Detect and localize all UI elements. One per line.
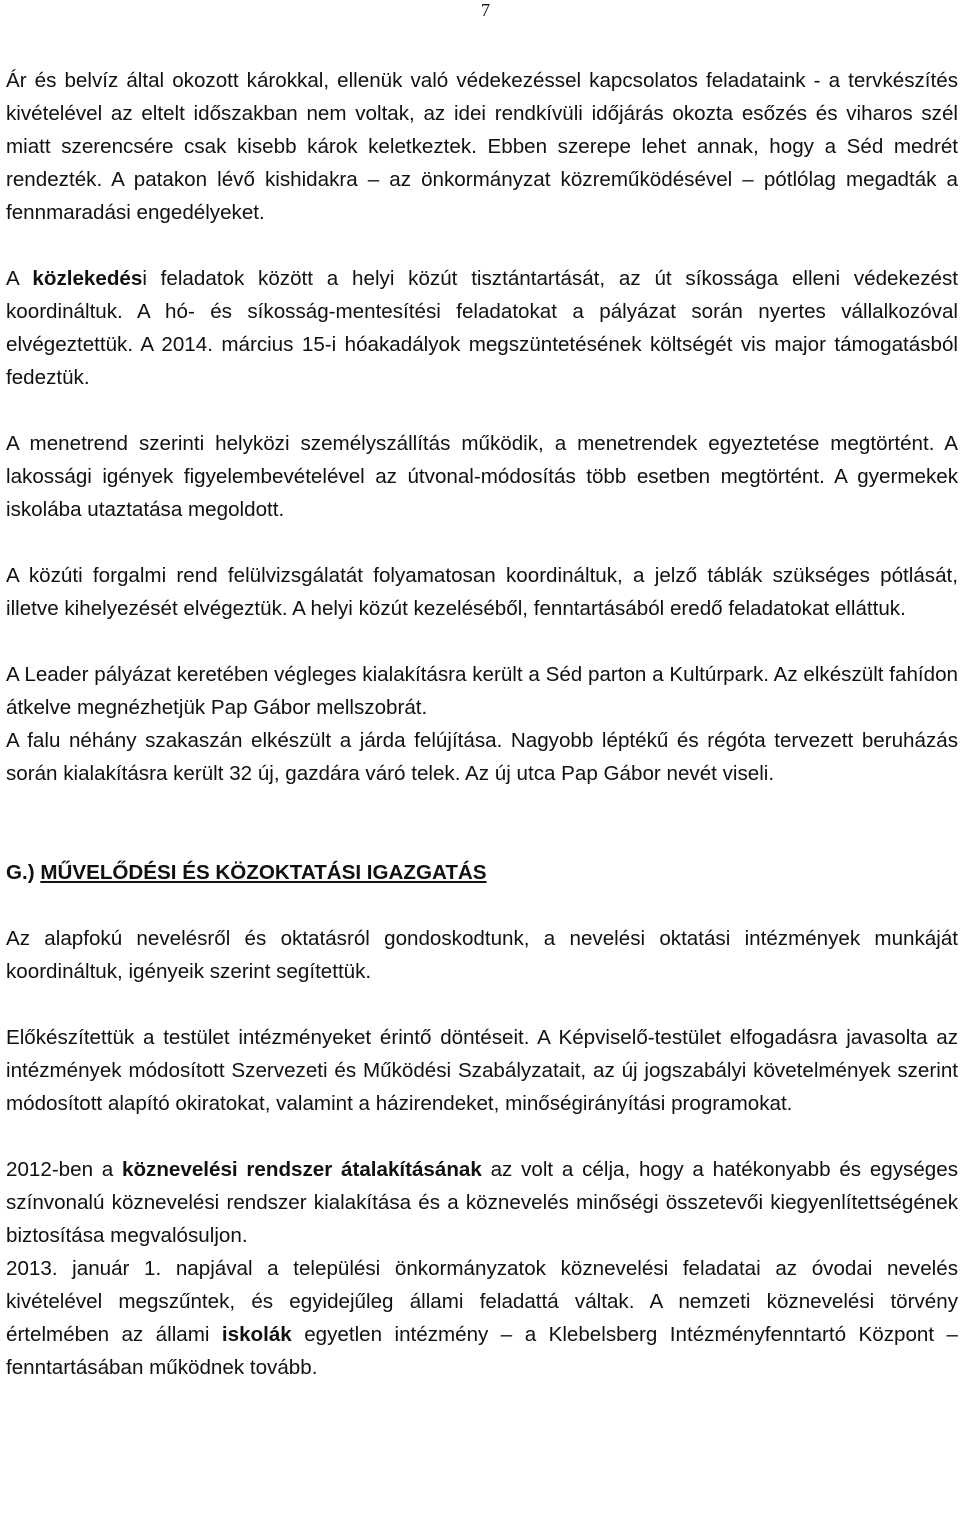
paragraph-traffic-order: A közúti forgalmi rend felülvizsgálatát folyamatosan koordináltuk, a jelző táblák szükséges pótlását, illetve kihelyezését elvégeztük. A helyi közút kezeléséből, fenntartásából eredő feladatokat elláttuk. — [6, 564, 958, 620]
paragraph-leader-project: A Leader pályázat keretében végleges kialakításra került a Séd parton a Kultúrpark. Az elkészült fahídon átkelve megnézhetjük Pap Gábor mellszobrát. — [6, 663, 958, 719]
paragraph-text: 2013. január 1. napjával a települési önkormányzatok köznevelési feladatai az óvodai nevelés kivételével megszűntek, és egyidejűleg állami feladattá váltak. A nemzeti köznevelési törvény értelmében az állami — [6, 1257, 958, 1346]
paragraph-flood-protection: Ár és belvíz által okozott károkkal, ellenük való védekezéssel kapcsolatos feladataink - a tervkészítés kivételével az eltelt időszakban nem voltak, az idei rendkívüli időjárás okozta esőzés és viharos szél miatt szerencsére csak kisebb károk keletkeztek. Ebben szerepe lehet annak, hogy a Séd medrét rendezték. A patakon lévő kishidakra – az önkormányzat közreműködésével – pótlólag megadták a fennmaradási engedélyeket. — [6, 69, 958, 224]
document-body — [6, 64, 958, 1384]
paragraph-council-decisions: Előkészítettük a testület intézményeket érintő döntéseit. A Képviselő-testület elfogadásra javasolta az intézmények módosított Szervezeti és Működési Szabályzatait, az új jogszabályi követelmények szerint módosított alapító okiratokat, valamint a házirendeket, minőségirányítási programokat. — [6, 1026, 958, 1115]
section-heading — [6, 856, 958, 889]
paragraph-reform-2013 — [6, 1252, 958, 1384]
emphasis-transport: közlekedés — [32, 267, 143, 290]
paragraph-reform-2012 — [6, 1153, 958, 1252]
emphasis-schools: iskolák — [221, 1323, 292, 1346]
paragraph-bus-service: A menetrend szerinti helyközi személyszállítás működik, a menetrendek egyeztetése megtörtént. A lakossági igények figyelembevételével az útvonal-módosítás több esetben megtörtént. A gyermekek iskolába utaztatása megoldott. — [6, 432, 958, 521]
paragraph-text: egyetlen intézmény – a Klebelsberg Intézményfenntartó Központ – fenntartásában működnek tovább. — [6, 1323, 958, 1379]
paragraph-text: 2012-ben a — [6, 1158, 123, 1181]
paragraph-transport — [6, 262, 958, 394]
paragraph-text: A — [6, 267, 33, 290]
paragraph-text: i feladatok között a helyi közút tisztántartását, az út síkossága elleni védekezést koordináltuk. A hó- és síkosság-mentesítési feladatokat a pályázat során nyertes vállalkozóval elvégeztettük. A 2014. március 15-i hóakadályok megszüntetésének költségét vis major támogatásból fedeztük. — [6, 267, 958, 389]
paragraph-text: az volt a célja, hogy a hatékonyabb és egységes színvonalú köznevelési rendszer kialakítása és a köznevelés minőségi összetevői kiegyenlítettségének biztosítása megvalósuljon. — [6, 1158, 958, 1247]
paragraph-sidewalk: A falu néhány szakaszán elkészült a járda felújítása. Nagyobb léptékű és régóta tervezett beruházás során kialakításra került 32 új, gazdára váró telek. Az új utca Pap Gábor nevét viseli. — [6, 729, 958, 785]
section-heading-prefix: G.) — [6, 861, 41, 884]
section-heading-title: MŰVELŐDÉSI ÉS KÖZOKTATÁSI IGAZGATÁS — [40, 861, 487, 884]
paragraph-education: Az alapfokú nevelésről és oktatásról gondoskodtunk, a nevelési oktatási intézmények munkáját koordináltuk, igényeik szerint segítettük. — [6, 927, 958, 983]
page-number: 7 — [481, 0, 490, 20]
emphasis-reform: köznevelési rendszer átalakításának — [122, 1158, 482, 1181]
